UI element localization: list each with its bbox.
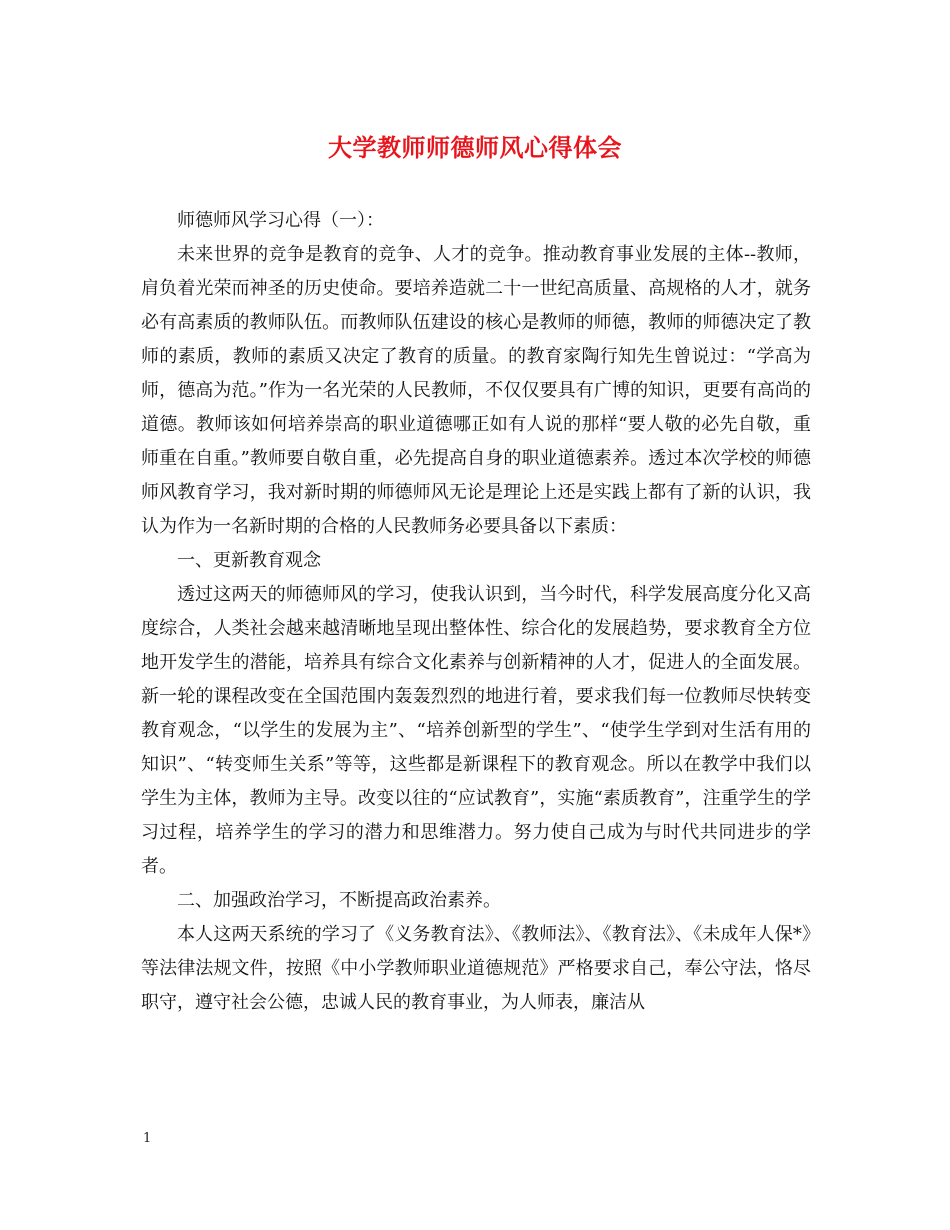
body-paragraph: 本人这两天系统的学习了《义务教育法》、《教师法》、《教育法》、《未成年人保*》等法律法规文件，按照《中小学教师职业道德规范》严格要求自己，奉公守法，恪尽职守，遵守社会公德，忠诚人民的教育事业，为人师表，廉洁从	[141, 924, 811, 1013]
section-heading-update-concepts: 一、更新教育观念	[177, 550, 321, 571]
body-paragraph: 未来世界的竞争是教育的竞争、人才的竞争。推动教育事业发展的主体--教师，肩负着光荣而神圣的历史使命。要培养造就二十一世纪高质量、高规格的人才，就务必有高素质的教师队伍。而教师队伍建设的核心是教师的师德，教师的师德决定了教师的素质，教师的素质又决定了教育的质量。的教育家陶行知先生曾说过：“学高为师，德高为范。”作为一名光荣的人民教师，不仅仅要具有广博的知识，更要有高尚的道德。教师该如何培养崇高的职业道德哪正如有人说的那样“要人敬的必先自敬，重师重在自重。”教师要自敬自重，必先提高自身的职业道德素养。透过本次学校的师德师风教育学习，我对新时期的师德师风无论是理论上还是实践上都有了新的认识，我认为作为一名新时期的合格的人民教师务必要具备以下素质：	[141, 244, 811, 537]
page-number: 1	[143, 1131, 152, 1146]
document-title: 大学教师师德师风心得体会	[328, 133, 622, 162]
document-body	[141, 204, 811, 1020]
section-heading-political-study: 二、加强政治学习，不断提高政治素养。	[177, 890, 501, 911]
body-paragraph: 透过这两天的师德师风的学习，使我认识到，当今时代，科学发展高度分化又高度综合，人类社会越来越清晰地呈现出整体性、综合化的发展趋势，要求教育全方位地开发学生的潜能，培养具有综合文化素养与创新精神的人才，促进人的全面发展。新一轮的课程改变在全国范围内轰轰烈烈的地进行着，要求我们每一位教师尽快转变教育观念，“以学生的发展为主”、“培养创新型的学生”、“使学生学到对生活有用的知识”、“转变师生关系”等等，这些都是新课程下的教育观念。所以在教学中我们以学生为主体，教师为主导。改变以往的“应试教育”，实施“素质教育”，注重学生的学习过程，培养学生的学习的潜力和思维潜力。努力使自己成为与时代共同进步的学者。	[141, 584, 811, 877]
section-heading-study-notes: 师德师风学习心得（一）：	[177, 210, 384, 231]
